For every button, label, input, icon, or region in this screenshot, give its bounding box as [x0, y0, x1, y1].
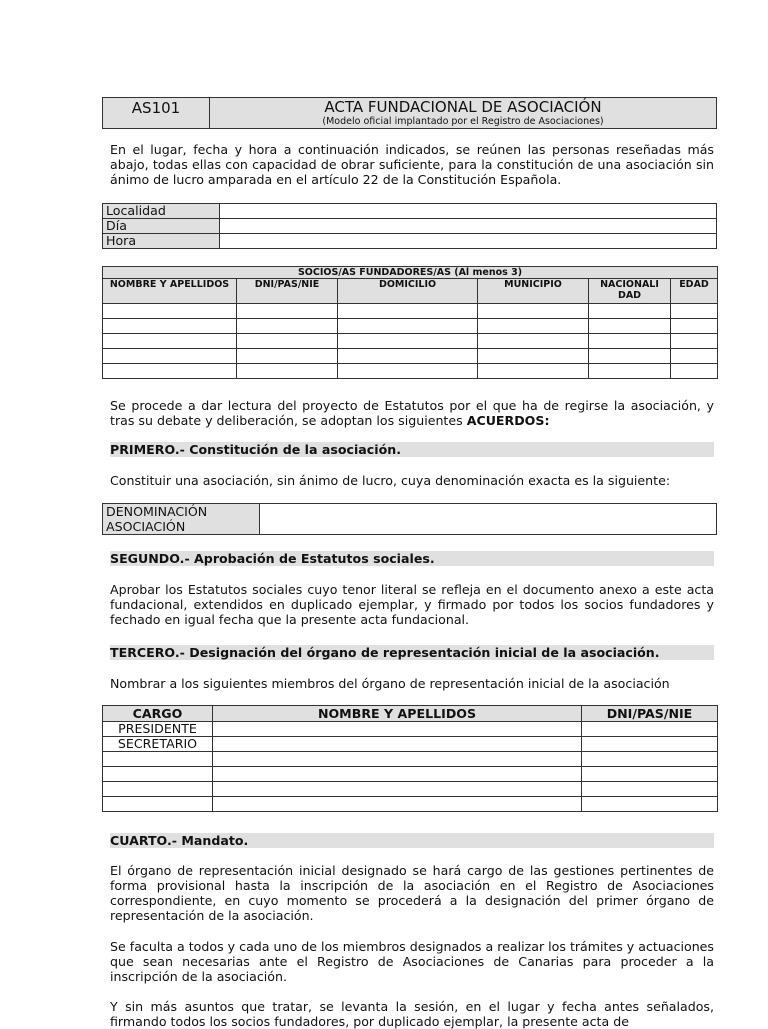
table-cell[interactable] — [103, 364, 237, 379]
dia-field[interactable] — [220, 219, 717, 234]
col-nacionalidad: NACIONALI DAD — [589, 279, 671, 304]
table-cell[interactable] — [589, 349, 671, 364]
cuarto-text-1: El órgano de representación inicial designado se hará cargo de las gestiones pertinentes de forma provisional hasta la inscripción de la asociación en el Registro de Asociaciones correspondiente, en cuyo momento se procederá a la designación del primer órgano de representación de la asociación. — [110, 863, 714, 923]
cuarto-text-2: Se faculta a todos y cada uno de los miembros designados a realizar los trámites y actuaciones que sean necesarias ante el Registro de Asociaciones de Canarias para proceder a la inscripción de la asociación. — [110, 939, 714, 984]
table-cell[interactable] — [213, 797, 582, 812]
table-cell[interactable] — [478, 334, 589, 349]
col-dni-pas-nie: DNI/PAS/NIE — [582, 706, 718, 722]
document-header — [102, 97, 717, 129]
tercero-heading: TERCERO.- Designación del órgano de representación inicial de la asociación. — [110, 645, 714, 660]
table-cell[interactable] — [589, 364, 671, 379]
table-cell[interactable] — [582, 737, 718, 752]
document-title: ACTA FUNDACIONAL DE ASOCIACIÓN — [324, 98, 602, 116]
table-cell[interactable] — [671, 319, 718, 334]
table-cell[interactable] — [671, 334, 718, 349]
table-cell[interactable] — [237, 319, 338, 334]
table-cell[interactable] — [103, 334, 237, 349]
primero-heading: PRIMERO.- Constitución de la asociación. — [110, 442, 714, 457]
table-row — [103, 752, 718, 767]
table-cell[interactable] — [671, 349, 718, 364]
table-cell[interactable] — [237, 304, 338, 319]
table-cell[interactable] — [103, 349, 237, 364]
table-cell[interactable] — [338, 349, 478, 364]
table-cell[interactable] — [589, 319, 671, 334]
dia-label: Día — [103, 219, 220, 234]
hora-label: Hora — [103, 234, 220, 249]
table-cell[interactable] — [338, 319, 478, 334]
denominacion-field[interactable] — [260, 504, 717, 535]
table-cell[interactable] — [582, 767, 718, 782]
estatutos-text: Se procede a dar lectura del proyecto de Estatutos por el que ha de regirse la asociación, y tras su debate y deliberación, se adoptan los siguientes — [110, 398, 714, 428]
table-cell[interactable] — [213, 752, 582, 767]
table-cell[interactable] — [338, 304, 478, 319]
table-cell[interactable] — [478, 349, 589, 364]
cargo-cell: SECRETARIO — [103, 737, 213, 752]
table-cell[interactable] — [582, 797, 718, 812]
location-table — [102, 203, 717, 249]
intro-paragraph: En el lugar, fecha y hora a continuación indicados, se reúnen las personas reseñadas más abajo, todas ellas con capacidad de obrar suficiente, para la constitución de una asociación sin ánimo de lucro amparada en el artículo 22 de la Constitución Española. — [110, 142, 714, 187]
table-row — [103, 797, 718, 812]
tercero-text: Nombrar a los siguientes miembros del órgano de representación inicial de la asociación — [110, 676, 670, 691]
header-titles — [210, 98, 717, 129]
cargo-cell[interactable] — [103, 797, 213, 812]
table-cell[interactable] — [582, 782, 718, 797]
table-cell[interactable] — [213, 782, 582, 797]
denominacion-label: DENOMINACIÓN ASOCIACIÓN — [103, 504, 260, 535]
cargo-cell[interactable] — [103, 767, 213, 782]
table-cell[interactable] — [338, 364, 478, 379]
table-cell[interactable] — [237, 349, 338, 364]
table-cell[interactable] — [103, 319, 237, 334]
table-cell[interactable] — [671, 364, 718, 379]
table-row — [103, 767, 718, 782]
table-row — [103, 319, 718, 334]
acuerdos-label: ACUERDOS: — [466, 413, 550, 428]
segundo-text: Aprobar los Estatutos sociales cuyo tenor literal se refleja en el documento anexo a este acta fundacional, extendidos en duplicado ejemplar, y firmado por todos los socios fundadores y fechado en igual fecha que la presente acta fundacional. — [110, 582, 714, 627]
cargos-table — [102, 705, 718, 812]
table-cell[interactable] — [213, 722, 582, 737]
table-row — [103, 364, 718, 379]
document-subtitle: (Modelo oficial implantado por el Registro de Asociaciones) — [322, 116, 604, 127]
table-cell[interactable] — [478, 319, 589, 334]
denominacion-table — [102, 503, 717, 535]
table-cell[interactable] — [338, 334, 478, 349]
table-cell[interactable] — [478, 304, 589, 319]
table-row — [103, 334, 718, 349]
table-cell[interactable] — [213, 737, 582, 752]
col-municipio: MUNICIPIO — [478, 279, 589, 304]
table-cell[interactable] — [582, 752, 718, 767]
table-cell[interactable] — [237, 334, 338, 349]
table-cell[interactable] — [237, 364, 338, 379]
table-cell[interactable] — [671, 304, 718, 319]
table-row — [103, 737, 718, 752]
col-nombre-apellidos: NOMBRE Y APELLIDOS — [213, 706, 582, 722]
form-code: AS101 — [103, 98, 210, 129]
hora-field[interactable] — [220, 234, 717, 249]
col-nombre: NOMBRE Y APELLIDOS — [103, 279, 237, 304]
table-cell[interactable] — [589, 304, 671, 319]
table-cell[interactable] — [103, 304, 237, 319]
table-cell[interactable] — [589, 334, 671, 349]
cargo-cell[interactable] — [103, 782, 213, 797]
localidad-field[interactable] — [220, 204, 717, 219]
table-row — [103, 304, 718, 319]
localidad-label: Localidad — [103, 204, 220, 219]
cargo-cell[interactable] — [103, 752, 213, 767]
col-domicilio: DOMICILIO — [338, 279, 478, 304]
table-cell[interactable] — [213, 767, 582, 782]
socios-caption: SOCIOS/AS FUNDADORES/AS (Al menos 3) — [103, 267, 718, 279]
col-cargo: CARGO — [103, 706, 213, 722]
table-row — [103, 782, 718, 797]
cuarto-text-3: Y sin más asuntos que tratar, se levanta la sesión, en el lugar y fecha antes señalados, firmando todos los socios fundadores, por duplicado ejemplar, la presente acta de — [110, 999, 714, 1029]
col-dni: DNI/PAS/NIE — [237, 279, 338, 304]
primero-text: Constituir una asociación, sin ánimo de lucro, cuya denominación exacta es la siguiente: — [110, 473, 671, 488]
cuarto-heading: CUARTO.- Mandato. — [110, 833, 714, 848]
cargo-cell: PRESIDENTE — [103, 722, 213, 737]
table-cell[interactable] — [478, 364, 589, 379]
col-edad: EDAD — [671, 279, 718, 304]
segundo-heading: SEGUNDO.- Aprobación de Estatutos sociales. — [110, 551, 714, 566]
estatutos-paragraph — [110, 398, 714, 428]
socios-table — [102, 266, 718, 379]
table-cell[interactable] — [582, 722, 718, 737]
table-row — [103, 349, 718, 364]
table-row — [103, 722, 718, 737]
